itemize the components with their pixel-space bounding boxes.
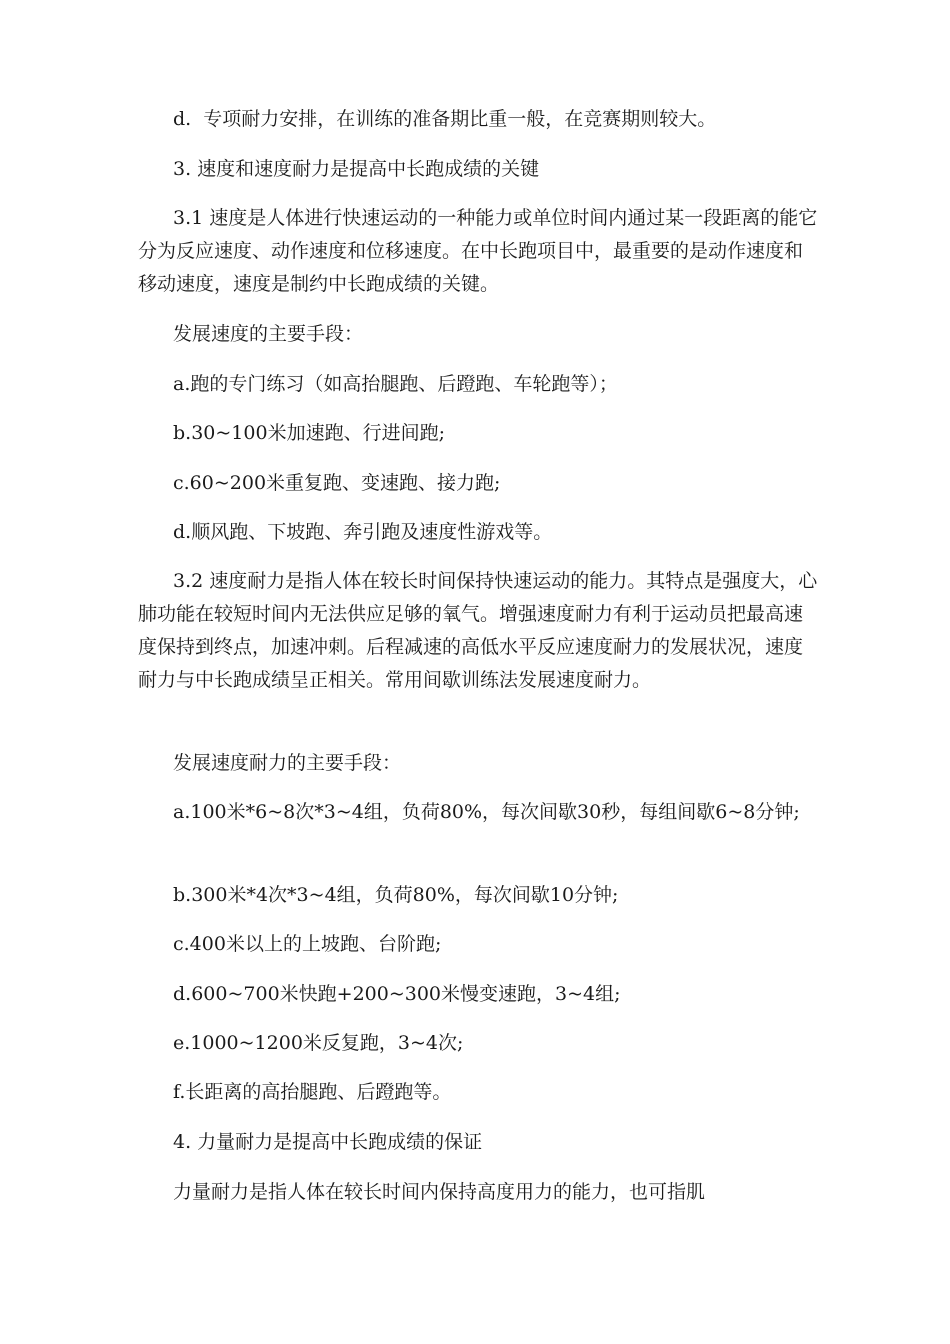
list-item-speed-c: c.60~200米重复跑、变速跑、接力跑; [173, 472, 501, 494]
list-item-endurance-f: f.长距离的高抬腿跑、后蹬跑等。 [173, 1081, 452, 1103]
list-item-speed-b: b.30~100米加速跑、行进间跑; [173, 422, 445, 444]
list-item-endurance-b: b.300米*4次*3~4组，负荷80%，每次间歇10分钟; [173, 884, 619, 906]
paragraph-endurance-arrangement: d. 专项耐力安排，在训练的准备期比重一般，在竞赛期则较大。 [173, 108, 717, 130]
paragraph-strength-endurance-definition: 力量耐力是指人体在较长时间内保持高度用力的能力，也可指肌 [173, 1181, 706, 1203]
subheading-speed-methods: 发展速度的主要手段： [173, 323, 364, 345]
list-item-endurance-e: e.1000~1200米反复跑，3~4次; [173, 1032, 464, 1054]
list-item-speed-d: d.顺风跑、下坡跑、奔引跑及速度性游戏等。 [173, 521, 553, 543]
paragraph-speed-endurance-definition: 3.2 速度耐力是指人体在较长时间保持快速运动的能力。其特点是强度大，心肺功能在较短时间内无法供应足够的氧气。增强速度耐力有利于运动员把最高速度保持到终点，加速冲刺。后程减速的高低水平反应速度耐力的发展状况，速度耐力与中长跑成绩呈正相关。常用间歇训练法发展速度耐力。 [138, 570, 818, 691]
subheading-speed-endurance-methods: 发展速度耐力的主要手段： [173, 752, 402, 774]
list-item-speed-a: a.跑的专门练习（如高抬腿跑、后蹬跑、车轮跑等）； [173, 373, 618, 395]
paragraph-speed-definition: 3.1 速度是人体进行快速运动的一种能力或单位时间内通过某一段距离的能它分为反应速度、动作速度和位移速度。在中长跑项目中，最重要的是动作速度和移动速度，速度是制约中长跑成绩的关键。 [138, 207, 818, 295]
section-heading-speed: 3. 速度和速度耐力是提高中长跑成绩的关键 [173, 158, 540, 180]
list-item-endurance-a: a.100米*6~8次*3~4组，负荷80%，每次间歇30秒，每组间歇6~8分钟; [173, 801, 800, 823]
section-heading-strength-endurance: 4. 力量耐力是提高中长跑成绩的保证 [173, 1131, 483, 1153]
list-item-endurance-c: c.400米以上的上坡跑、台阶跑; [173, 933, 442, 955]
list-item-endurance-d: d.600~700米快跑+200~300米慢变速跑，3~4组; [173, 983, 621, 1005]
